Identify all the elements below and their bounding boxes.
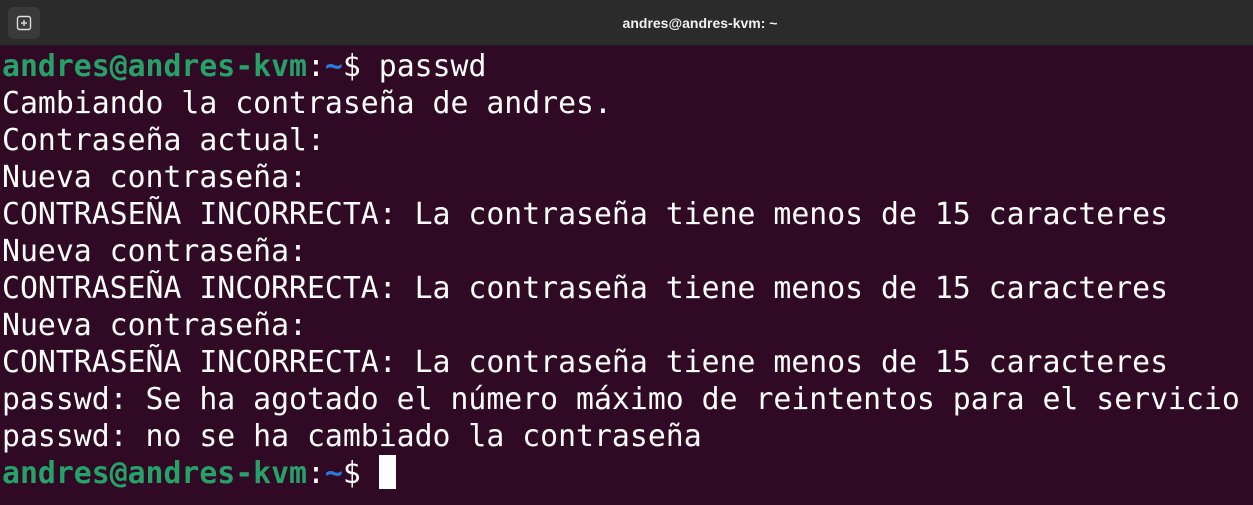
command-line — [2, 48, 1253, 85]
prompt-symbol: $ — [342, 49, 379, 84]
output-line: CONTRASEÑA INCORRECTA: La contraseña tiene menos de 15 caracteres — [2, 197, 1169, 232]
output-line: Nueva contraseña: — [2, 234, 307, 269]
window-title: andres@andres-kvm: ~ — [622, 15, 778, 31]
prompt-symbol: $ — [342, 456, 379, 491]
current-prompt-line[interactable] — [2, 455, 1253, 492]
prompt-path: ~ — [324, 49, 343, 84]
terminal-output[interactable] — [0, 48, 1253, 505]
output-line: Contraseña actual: — [2, 123, 325, 158]
new-tab-button[interactable] — [8, 7, 40, 39]
prompt-separator: : — [306, 49, 325, 84]
prompt-user-host: andres@andres-kvm — [2, 456, 307, 491]
output-line: Cambiando la contraseña de andres. — [2, 86, 612, 121]
output-line: Nueva contraseña: — [2, 308, 307, 343]
output-line: Nueva contraseña: — [2, 160, 307, 195]
output-line: passwd: Se ha agotado el número máximo de reintentos para el servicio — [2, 382, 1240, 417]
output-line: passwd: no se ha cambiado la contraseña — [2, 419, 702, 454]
text-cursor — [379, 455, 396, 489]
prompt-separator: : — [306, 456, 325, 491]
command-text: passwd — [378, 49, 487, 84]
prompt-path: ~ — [324, 456, 343, 491]
new-tab-icon — [16, 15, 32, 31]
output-line: CONTRASEÑA INCORRECTA: La contraseña tiene menos de 15 caracteres — [2, 271, 1169, 306]
prompt-user-host: andres@andres-kvm — [2, 49, 307, 84]
title-bar — [0, 0, 1253, 46]
output-line: CONTRASEÑA INCORRECTA: La contraseña tiene menos de 15 caracteres — [2, 345, 1169, 380]
